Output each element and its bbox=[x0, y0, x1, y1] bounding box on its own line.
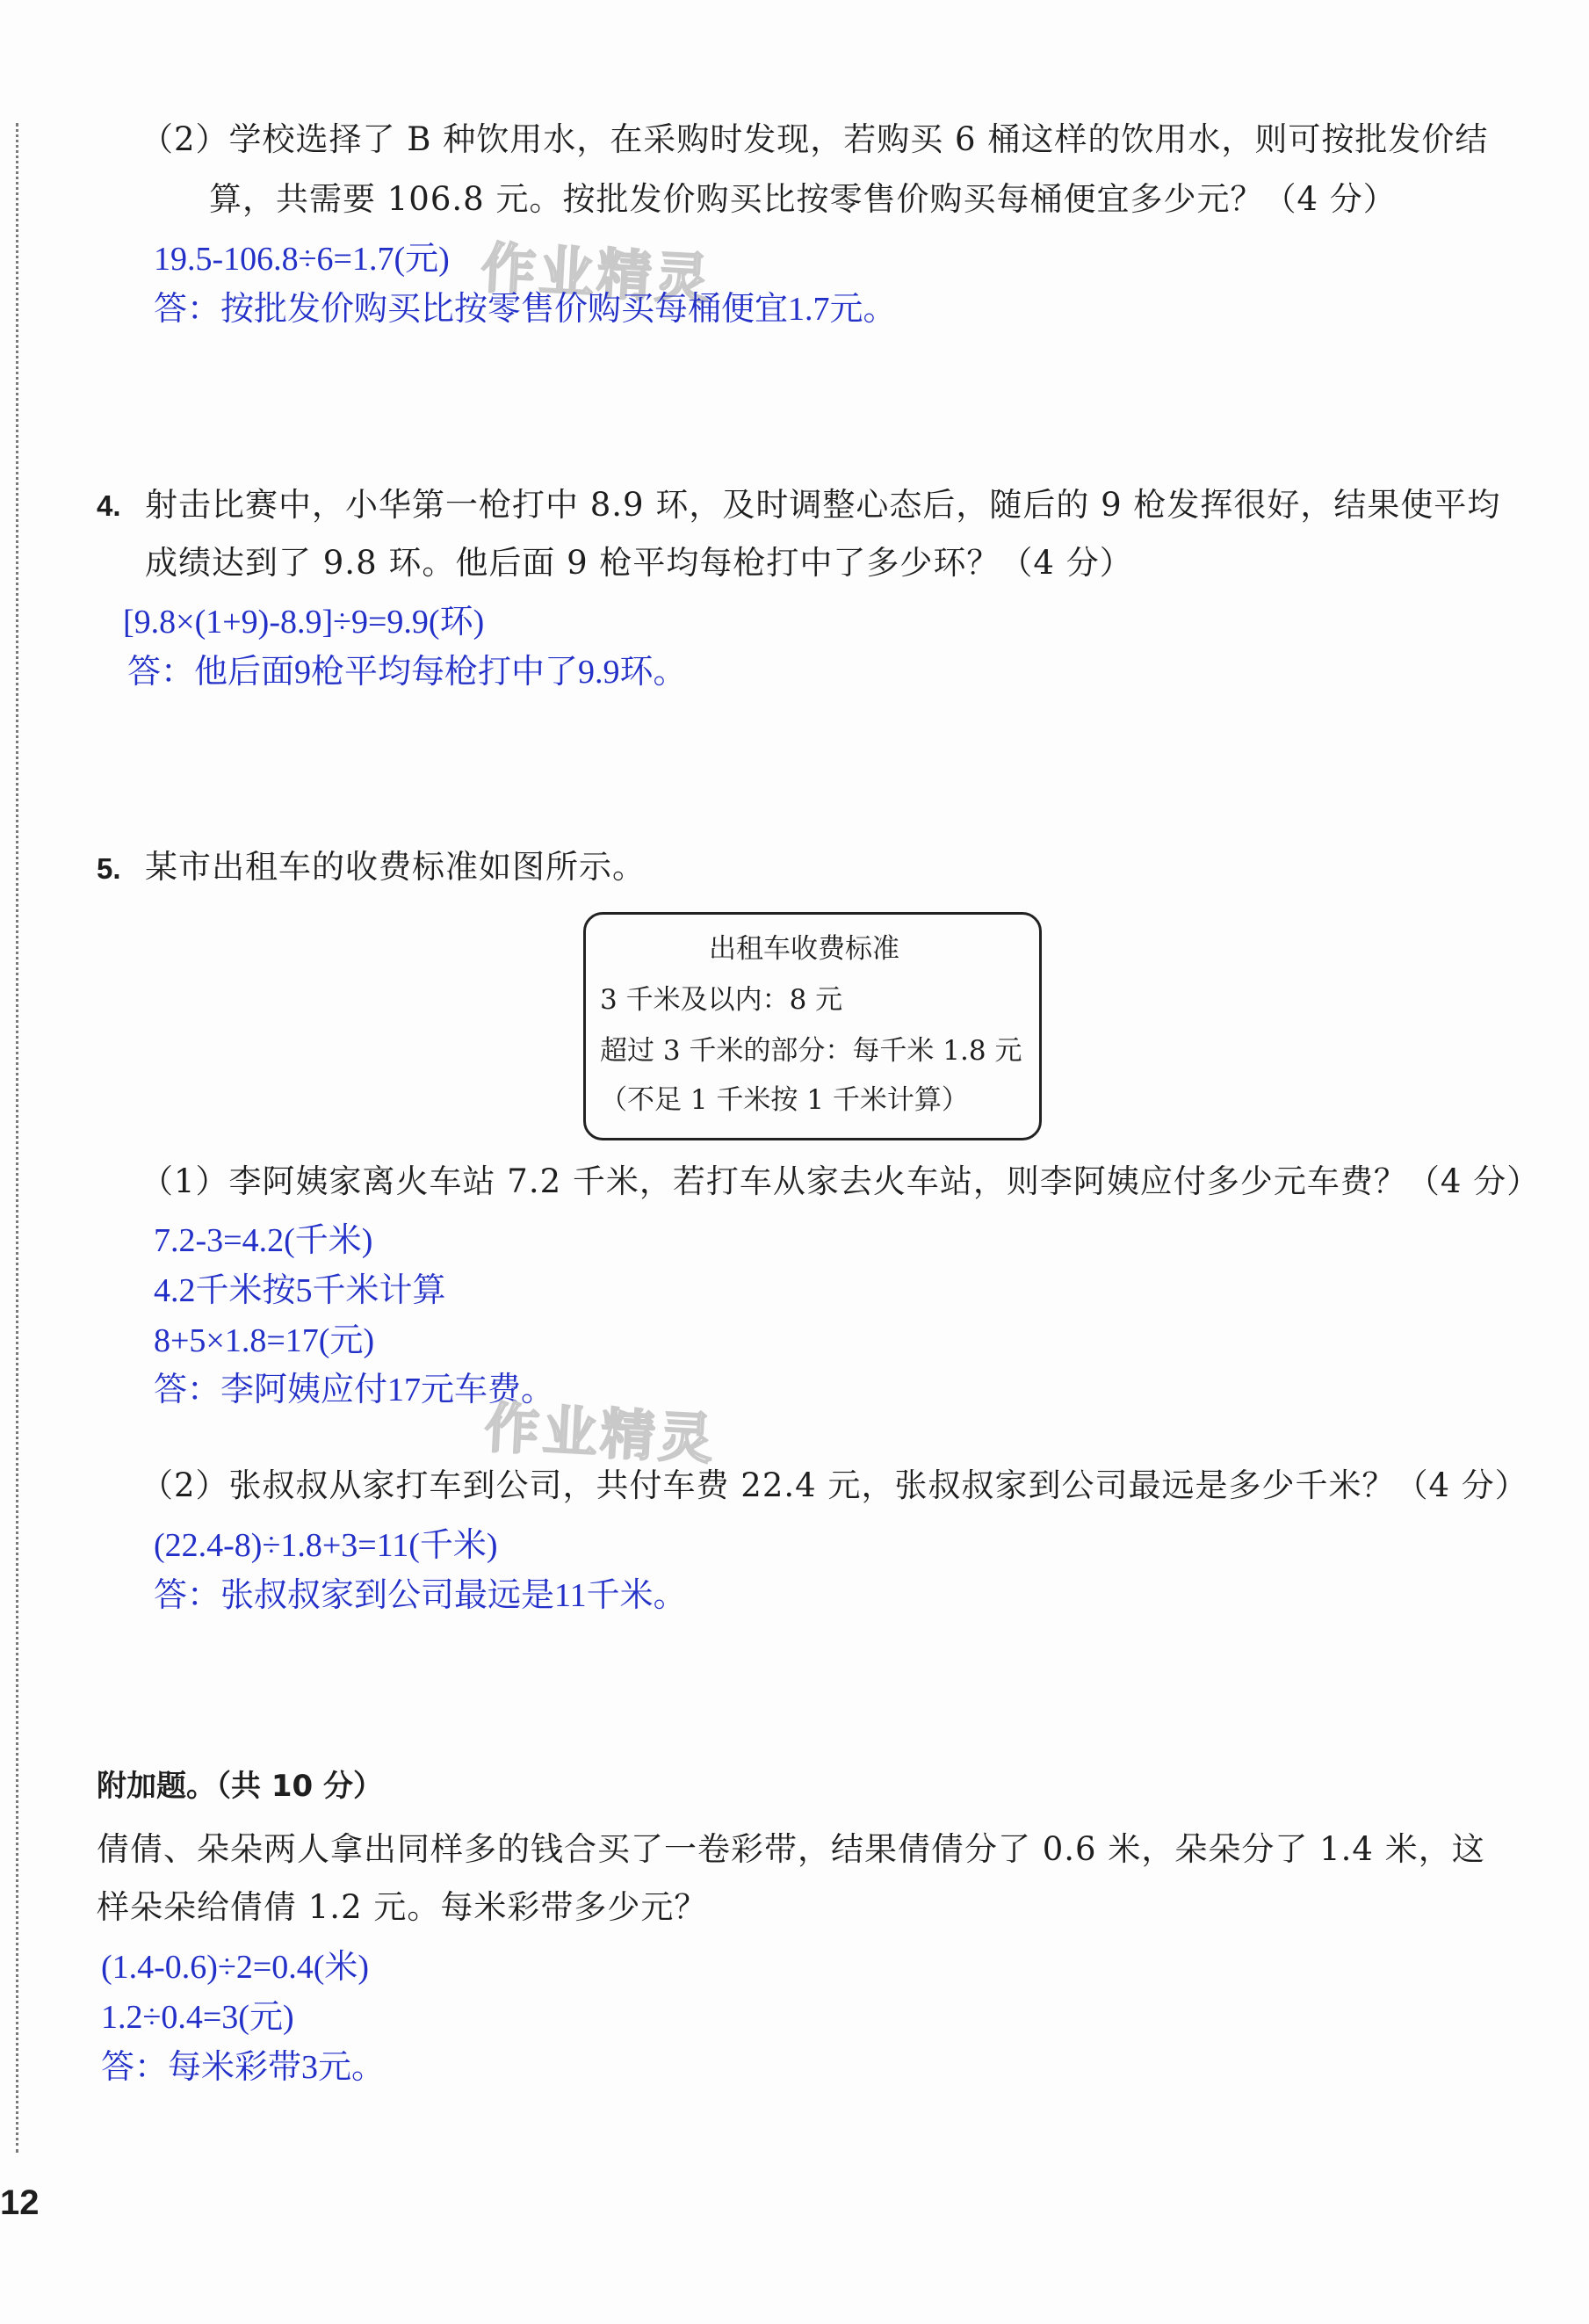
q3-part2-line1: （2）学校选择了 B 种饮用水，在采购时发现，若购买 6 桶这样的饮用水，则可按批发价结 bbox=[141, 120, 1489, 158]
watermark: 作业精灵 bbox=[483, 1395, 719, 1472]
q3-part2-line2: 算，共需要 106.8 元。按批发价购买比按零售价购买每桶便宜多少元？（4 分） bbox=[209, 180, 1397, 218]
q5-part2-calc1: (22.4-8)÷1.8+3=11(千米) bbox=[154, 1527, 498, 1564]
q3-answer-text: 答：按批发价购买比按零售价购买每桶便宜1.7元。 bbox=[154, 291, 897, 328]
q5-part1-calc2: 4.2千米按5千米计算 bbox=[154, 1272, 446, 1309]
q5-stem: 某市出租车的收费标准如图所示。 bbox=[145, 848, 646, 886]
fare-rule-extra: 超过 3 千米的部分：每千米 1.8 元 bbox=[600, 1035, 1022, 1067]
q4-line1: 射击比赛中，小华第一枪打中 8.9 环，及时调整心态后，随后的 9 枪发挥很好，结果使平均 bbox=[145, 486, 1501, 524]
bonus-calc2: 1.2÷0.4=3(元) bbox=[101, 1999, 294, 2036]
q5-number: 5. bbox=[97, 852, 121, 885]
bonus-calc1: (1.4-0.6)÷2=0.4(米) bbox=[101, 1949, 370, 1986]
bonus-line2: 样朵朵给倩倩 1.2 元。每米彩带多少元？ bbox=[97, 1888, 708, 1926]
bonus-heading: 附加题。（共 10 分） bbox=[97, 1769, 383, 1804]
q5-part1-answer-text: 答：李阿姨应付17元车费。 bbox=[154, 1372, 555, 1408]
fare-standard-box bbox=[583, 912, 1042, 1140]
q5-part1-calc1: 7.2-3=4.2(千米) bbox=[154, 1222, 373, 1259]
q4-answer-text: 答：他后面9枪平均每枪打中了9.9环。 bbox=[127, 654, 687, 691]
fare-rule-rounding: （不足 1 千米按 1 千米计算） bbox=[600, 1084, 969, 1116]
watermark: 作业精灵 bbox=[480, 235, 715, 312]
q5-part1-question: （1）李阿姨家离火车站 7.2 千米，若打车从家去火车站，则李阿姨应付多少元车费？（4 分） bbox=[141, 1162, 1541, 1200]
q5-part2-answer-text: 答：张叔叔家到公司最远是11千米。 bbox=[154, 1577, 687, 1614]
q3-answer-calc: 19.5-106.8÷6=1.7(元) bbox=[154, 241, 450, 278]
bonus-line1: 倩倩、朵朵两人拿出同样多的钱合买了一卷彩带，结果倩倩分了 0.6 米，朵朵分了 1.4 米，这 bbox=[97, 1830, 1485, 1868]
q5-part2-question: （2）张叔叔从家打车到公司，共付车费 22.4 元，张叔叔家到公司最远是多少千米？（4 分） bbox=[141, 1466, 1528, 1504]
q4-line2: 成绩达到了 9.8 环。他后面 9 枪平均每枪打中了多少环？（4 分） bbox=[145, 544, 1133, 582]
page-number: 12 bbox=[0, 2183, 40, 2222]
fare-rule-base: 3 千米及以内：8 元 bbox=[600, 984, 843, 1016]
q5-part1-calc3: 8+5×1.8=17(元) bbox=[154, 1322, 375, 1359]
fare-box-title: 出租车收费标准 bbox=[709, 933, 899, 965]
q4-answer-calc: [9.8×(1+9)-8.9]÷9=9.9(环) bbox=[123, 604, 485, 641]
bonus-answer-text: 答：每米彩带3元。 bbox=[101, 2049, 386, 2086]
binding-margin-line bbox=[16, 123, 18, 2153]
q4-number: 4. bbox=[97, 489, 121, 522]
